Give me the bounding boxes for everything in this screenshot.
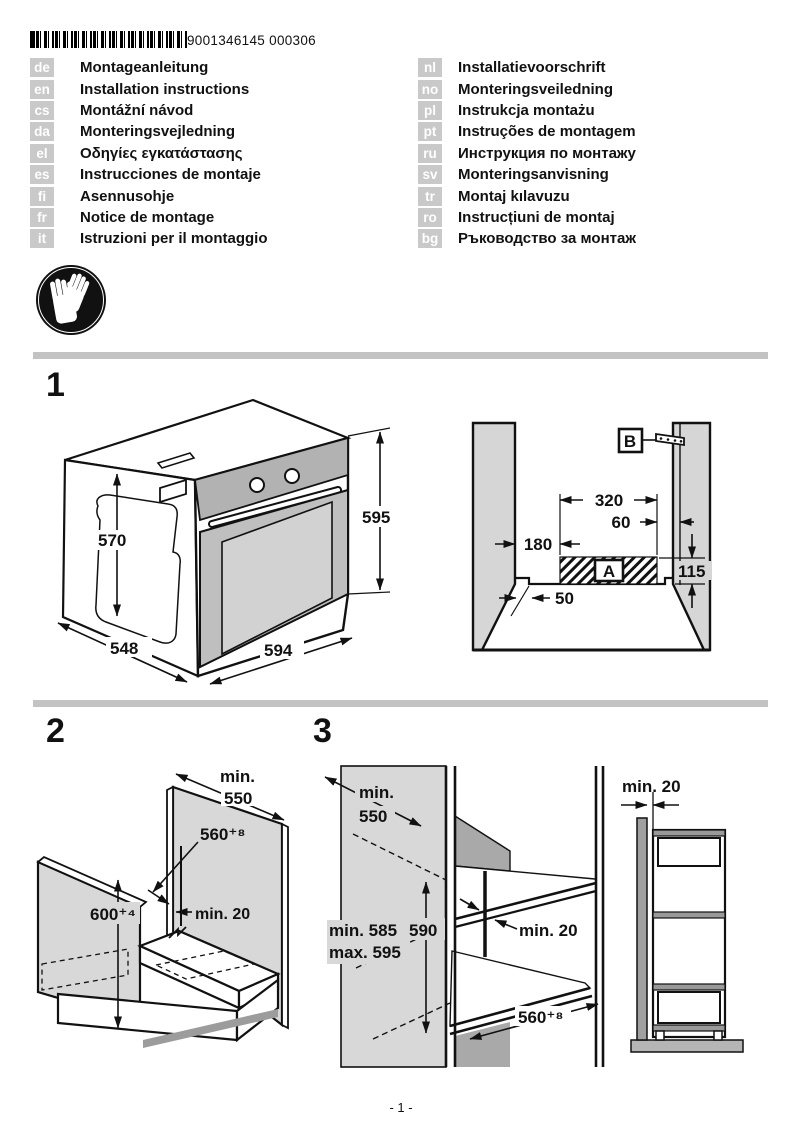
language-name: Montageanleitung (80, 59, 209, 77)
language-code-badge: ro (418, 208, 442, 227)
side-view-dimensions (621, 777, 681, 830)
language-row (30, 57, 268, 78)
figure-2-label: 2 (46, 712, 65, 750)
dim-180-label: 180 (523, 535, 553, 554)
language-row (30, 228, 268, 249)
language-row (418, 78, 636, 99)
dim-min585-label: min. 585 (329, 921, 398, 940)
dim-min-label: min. (220, 767, 255, 786)
language-row (30, 100, 268, 121)
language-row (30, 143, 268, 164)
language-name: Notice de montage (80, 208, 215, 226)
figure-1-oven-drawing (40, 390, 402, 692)
language-code-badge: da (30, 122, 54, 141)
language-code-badge: nl (418, 58, 442, 77)
oven-knob (250, 478, 264, 492)
dim-rear-gap-label: min. 20 (195, 906, 251, 923)
dim-side-gap-label: min. 20 (622, 777, 681, 796)
language-list-left (30, 57, 268, 250)
figure-3-column-drawing (313, 752, 613, 1072)
language-row (418, 100, 636, 121)
language-code-badge: cs (30, 101, 54, 120)
dim-570-label: 570 (98, 531, 127, 550)
side-view-body (631, 818, 743, 1052)
niche-b-label: B (623, 432, 637, 451)
language-name: Instruções de montagem (458, 123, 636, 141)
dim-600-label: 600⁺⁴ (90, 905, 136, 924)
language-row (418, 57, 636, 78)
language-name: Monteringsveiledning (458, 80, 614, 98)
dim-560-label: 560⁺⁸ (200, 825, 246, 844)
language-name: Instrukcja montażu (458, 101, 595, 119)
language-name: Οδηγίες εγκατάστασης (80, 144, 243, 162)
section-divider (33, 700, 768, 707)
language-row (418, 164, 636, 185)
language-row (30, 164, 268, 185)
language-name: Instrucțiuni de montaj (458, 208, 615, 226)
dim-590-label: 590 (409, 921, 438, 940)
dim-max595-label: max. 595 (329, 943, 401, 962)
language-name: Instrucciones de montaje (80, 166, 261, 184)
language-code-badge: ru (418, 144, 442, 163)
language-code-badge: de (30, 58, 54, 77)
language-row (418, 185, 636, 206)
dim-594-label: 594 (264, 641, 293, 660)
language-row (418, 207, 636, 228)
language-name: Installatievoorschrift (458, 59, 606, 77)
language-code-badge: pl (418, 101, 442, 120)
oven-knob (285, 469, 299, 483)
language-name: Инструкция по монтажу (458, 144, 636, 162)
dim-550-label: 550 (224, 789, 253, 808)
language-name: Monteringsvejledning (80, 123, 236, 141)
dim-115-label: 115 (678, 562, 706, 581)
figure-3-side-view-drawing (613, 742, 788, 1072)
dim-60-label: 60 (611, 513, 631, 532)
language-row (418, 121, 636, 142)
cabinet-body (38, 787, 288, 1048)
language-code-badge: pt (418, 122, 442, 141)
dim-560-label: 560⁺⁸ (518, 1008, 564, 1027)
figure-3-label: 3 (313, 712, 332, 750)
language-name: Installation instructions (80, 80, 250, 98)
language-code-badge: it (30, 229, 54, 248)
dim-50-label: 50 (555, 589, 574, 608)
language-name: Monteringsanvisning (458, 166, 609, 184)
barcode (30, 31, 187, 48)
niche-left-wall (473, 423, 515, 650)
language-row (418, 143, 636, 164)
dim-595-label: 595 (362, 508, 391, 527)
language-row (30, 121, 268, 142)
language-code-badge: bg (418, 229, 442, 248)
language-code-badge: no (418, 80, 442, 99)
language-name: Montážní návod (80, 101, 194, 119)
figure-2-cabinet-drawing (28, 742, 313, 1072)
language-code-badge: tr (418, 187, 442, 206)
figure-1-niche-drawing (443, 400, 788, 690)
language-name: Ръководство за монтаж (458, 230, 636, 248)
figure-1-label: 1 (46, 366, 65, 404)
dim-550-label: 550 (359, 807, 388, 826)
dim-min-label: min. (359, 783, 394, 802)
language-code-badge: fr (30, 208, 54, 227)
language-name: Asennusohje (80, 187, 175, 205)
language-code-badge: es (30, 165, 54, 184)
language-row (30, 185, 268, 206)
language-code-badge: el (30, 144, 54, 163)
dim-rear-gap-label: min. 20 (519, 921, 578, 940)
niche-a-label: A (602, 562, 616, 581)
language-row (418, 228, 636, 249)
section-divider (33, 352, 768, 359)
language-row (30, 207, 268, 228)
dim-548-label: 548 (110, 639, 139, 658)
language-row (30, 78, 268, 99)
language-list-right (418, 57, 636, 250)
language-name: Istruzioni per il montaggio (80, 230, 268, 248)
protective-gloves-icon (33, 262, 109, 338)
dim-320-label: 320 (594, 491, 624, 510)
language-code-badge: sv (418, 165, 442, 184)
language-code-badge: fi (30, 187, 54, 206)
language-name: Montaj kılavuzu (458, 187, 570, 205)
floor (631, 1040, 743, 1052)
wall (637, 818, 647, 1040)
page-number: - 1 - (389, 1100, 413, 1115)
language-code-badge: en (30, 80, 54, 99)
barcode-number: 9001346145 000306 (187, 33, 316, 48)
